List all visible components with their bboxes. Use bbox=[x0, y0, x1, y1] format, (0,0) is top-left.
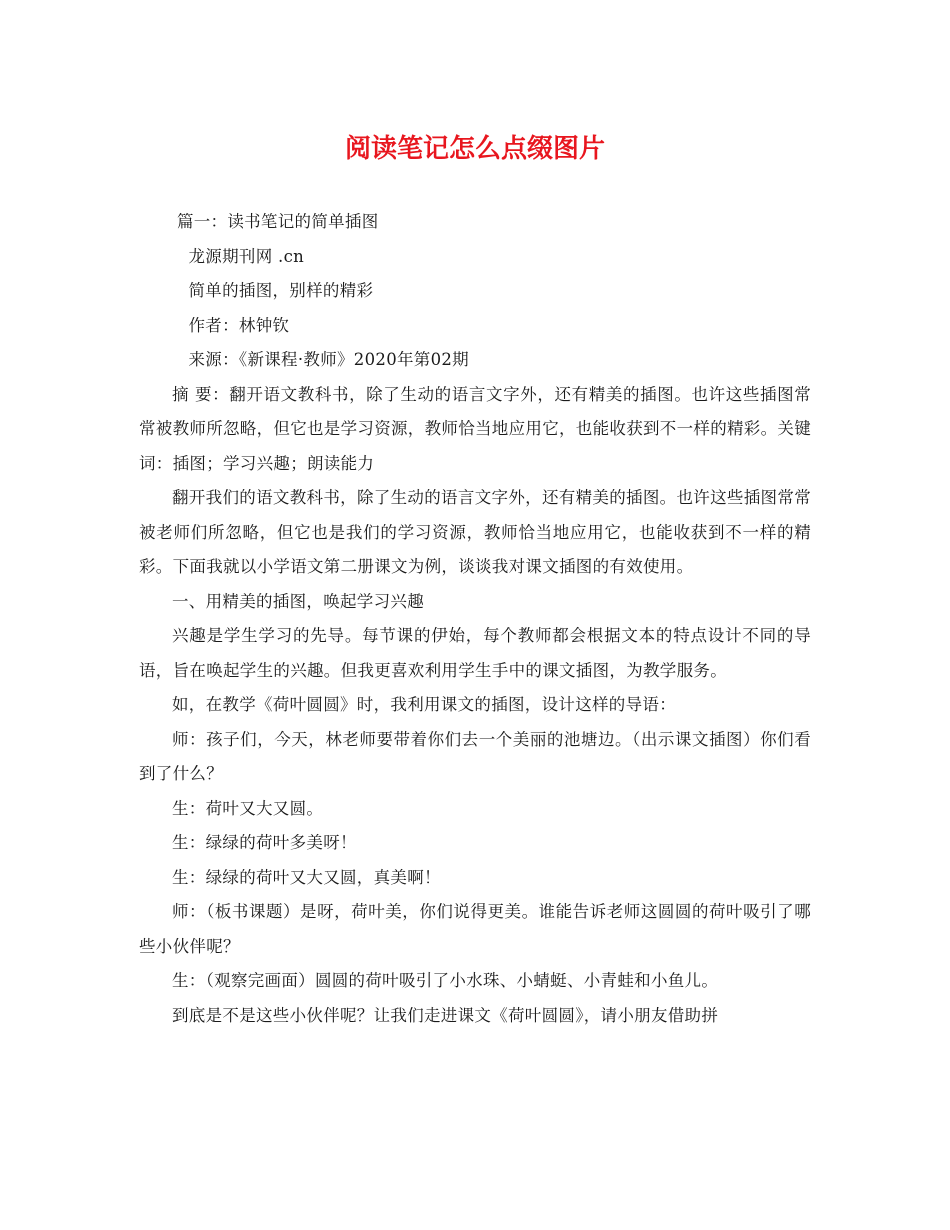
section-heading: 篇一：读书笔记的简单插图 bbox=[176, 212, 379, 231]
body-paragraph: 如，在教学《荷叶圆圆》时，我利用课文的插图，设计这样的导语： bbox=[172, 695, 676, 714]
dialog-line: 生：（观察完画面）圆圆的荷叶吸引了小水珠、小蜻蜓、小青蛙和小鱼儿。 bbox=[172, 971, 719, 990]
abstract-paragraph: 摘 要：翻开语文教科书，除了生动的语言文字外，还有精美的插图。也许这些插图常常被教师所忽略，但它也是学习资源，教师恰当地应用它，也能收获到不一样的精彩。关键词：插图；学习兴趣；朗读能力 bbox=[139, 384, 811, 473]
article-title-line: 简单的插图，别样的精彩 bbox=[188, 281, 374, 300]
dialog-line: 师：（板书课题）是呀，荷叶美，你们说得更美。谁能告诉老师这圆圆的荷叶吸引了哪些小伙伴呢？ bbox=[139, 902, 811, 956]
website-line: 龙源期刊网 .cn bbox=[188, 246, 305, 266]
body-paragraph: 到底是不是这些小伙伴呢？让我们走进课文《荷叶圆圆》，请小朋友借助拼 bbox=[172, 1005, 719, 1025]
body-paragraph: 兴趣是学生学习的先导。每节课的伊始，每个教师都会根据文本的特点设计不同的导语，旨在唤起学生的兴趣。但我更喜欢利用学生手中的课文插图，为教学服务。 bbox=[139, 626, 811, 680]
dialog-line: 生：荷叶又大又圆。 bbox=[172, 798, 324, 818]
document-body bbox=[139, 205, 811, 1033]
document-title: 阅读笔记怎么点缀图片 bbox=[344, 134, 605, 164]
subheading-1: 一、用精美的插图，唤起学习兴趣 bbox=[172, 591, 424, 611]
dialog-line: 师：孩子们，今天，林老师要带着你们去一个美丽的池塘边。（出示课文插图）你们看到了什么？ bbox=[139, 729, 811, 783]
author-line: 作者：林钟钦 bbox=[188, 315, 290, 335]
intro-paragraph: 翻开我们的语文教科书，除了生动的语言文字外，还有精美的插图。也许这些插图常常被老师们所忽略，但它也是我们的学习资源，教师恰当地应用它，也能收获到不一样的精彩。下面我就以小学语文第二册课文为例，谈谈我对课文插图的有效使用。 bbox=[139, 488, 811, 576]
source-line: 来源：《新课程·教师》2020年第02期 bbox=[188, 350, 469, 369]
dialog-line: 生：绿绿的荷叶多美呀！ bbox=[172, 833, 357, 852]
dialog-line: 生：绿绿的荷叶又大又圆，真美啊！ bbox=[172, 867, 441, 887]
